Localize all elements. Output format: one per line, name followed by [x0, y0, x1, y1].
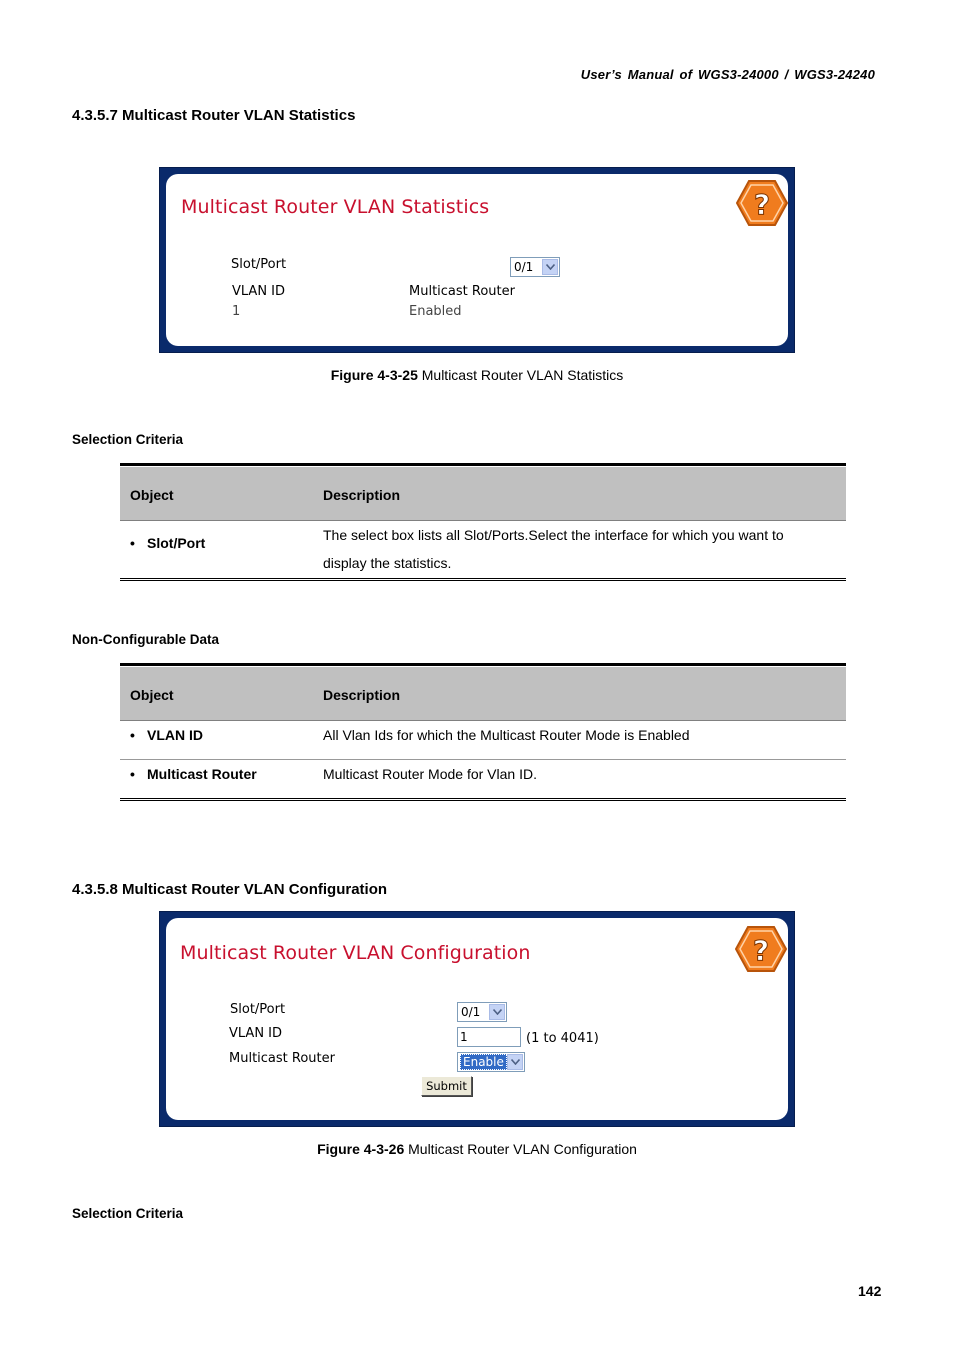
- selection-criteria-table: [120, 463, 846, 583]
- figure-caption-26: [0, 1141, 954, 1157]
- table-top-rule: [120, 663, 846, 666]
- section-title-configuration: 4.3.5.8 Multicast Router VLAN Configuration: [72, 881, 388, 898]
- figure-text: Multicast Router VLAN Statistics: [421, 367, 624, 383]
- column-header-object: Object: [130, 687, 174, 703]
- slot-port-select-value: 0/1: [461, 1005, 481, 1019]
- table-row: [120, 721, 846, 760]
- slot-port-select-value: 0/1: [514, 260, 534, 274]
- slot-port-select[interactable]: [457, 1002, 507, 1022]
- non-configurable-title: Non-Configurable Data: [72, 632, 219, 647]
- chevron-down-icon: [507, 1054, 523, 1070]
- table-header: [120, 667, 846, 721]
- svg-text:?: ?: [753, 188, 771, 221]
- vlan-id-input-value: 1: [460, 1030, 468, 1044]
- multicast-router-column-label: Multicast Router: [409, 284, 515, 299]
- vlan-id-column-label: VLAN ID: [232, 284, 286, 299]
- non-configurable-table: [120, 663, 846, 803]
- figure-caption-25: [0, 367, 954, 383]
- vlan-id-value: 1: [232, 304, 241, 319]
- slot-port-label: Slot/Port: [231, 257, 287, 272]
- column-header-object: Object: [130, 487, 174, 503]
- vlan-id-label: VLAN ID: [229, 1026, 283, 1041]
- svg-text:?: ?: [752, 934, 770, 967]
- slot-port-select[interactable]: [510, 257, 560, 277]
- table-bottom-rule: [120, 578, 846, 581]
- page-number: 142: [858, 1283, 882, 1299]
- table-header: [120, 467, 846, 521]
- column-header-description: Description: [323, 687, 401, 703]
- multicast-router-select[interactable]: [457, 1052, 525, 1072]
- row-description: Multicast Router Mode for Vlan ID.: [323, 766, 537, 782]
- table-bottom-rule: [120, 798, 846, 801]
- chevron-down-icon: [489, 1004, 505, 1020]
- row-object: • VLAN ID: [130, 727, 203, 743]
- table-row: [120, 760, 846, 798]
- multicast-router-value: Enabled: [409, 304, 462, 319]
- table-row: [120, 521, 846, 577]
- help-icon[interactable]: [736, 180, 788, 226]
- row-object: • Multicast Router: [130, 766, 257, 782]
- selection-criteria-title: Selection Criteria: [72, 432, 184, 447]
- multicast-router-select-value: Enable: [460, 1054, 507, 1070]
- figure-number: Figure 4-3-25: [330, 367, 418, 383]
- figure-number: Figure 4-3-26: [317, 1141, 405, 1157]
- statistics-screenshot: [159, 167, 795, 353]
- vlan-id-range-hint: (1 to 4041): [526, 1031, 599, 1046]
- row-description: The select box lists all Slot/Ports.Select the interface for which you want to display the statistics.: [323, 527, 784, 571]
- screenshot-title: Multicast Router VLAN Configuration: [180, 942, 531, 964]
- help-icon[interactable]: [735, 926, 787, 972]
- submit-button[interactable]: Submit: [421, 1076, 472, 1096]
- vlan-id-input[interactable]: [457, 1027, 521, 1047]
- screenshot-title: Multicast Router VLAN Statistics: [181, 196, 490, 218]
- section-title-statistics: 4.3.5.7 Multicast Router VLAN Statistics: [72, 107, 356, 124]
- configuration-screenshot: [159, 911, 795, 1127]
- selection-criteria-title: Selection Criteria: [72, 1206, 184, 1221]
- column-header-description: Description: [323, 487, 401, 503]
- row-description: All Vlan Ids for which the Multicast Router Mode is Enabled: [323, 727, 690, 743]
- chevron-down-icon: [542, 259, 558, 275]
- figure-text: Multicast Router VLAN Configuration: [408, 1141, 637, 1157]
- page-header: User’s Manual of WGS3-24000 / WGS3-24240: [580, 67, 875, 82]
- slot-port-label: Slot/Port: [230, 1002, 286, 1017]
- table-top-rule: [120, 463, 846, 466]
- row-object: • Slot/Port: [130, 535, 206, 551]
- multicast-router-label: Multicast Router: [229, 1051, 335, 1066]
